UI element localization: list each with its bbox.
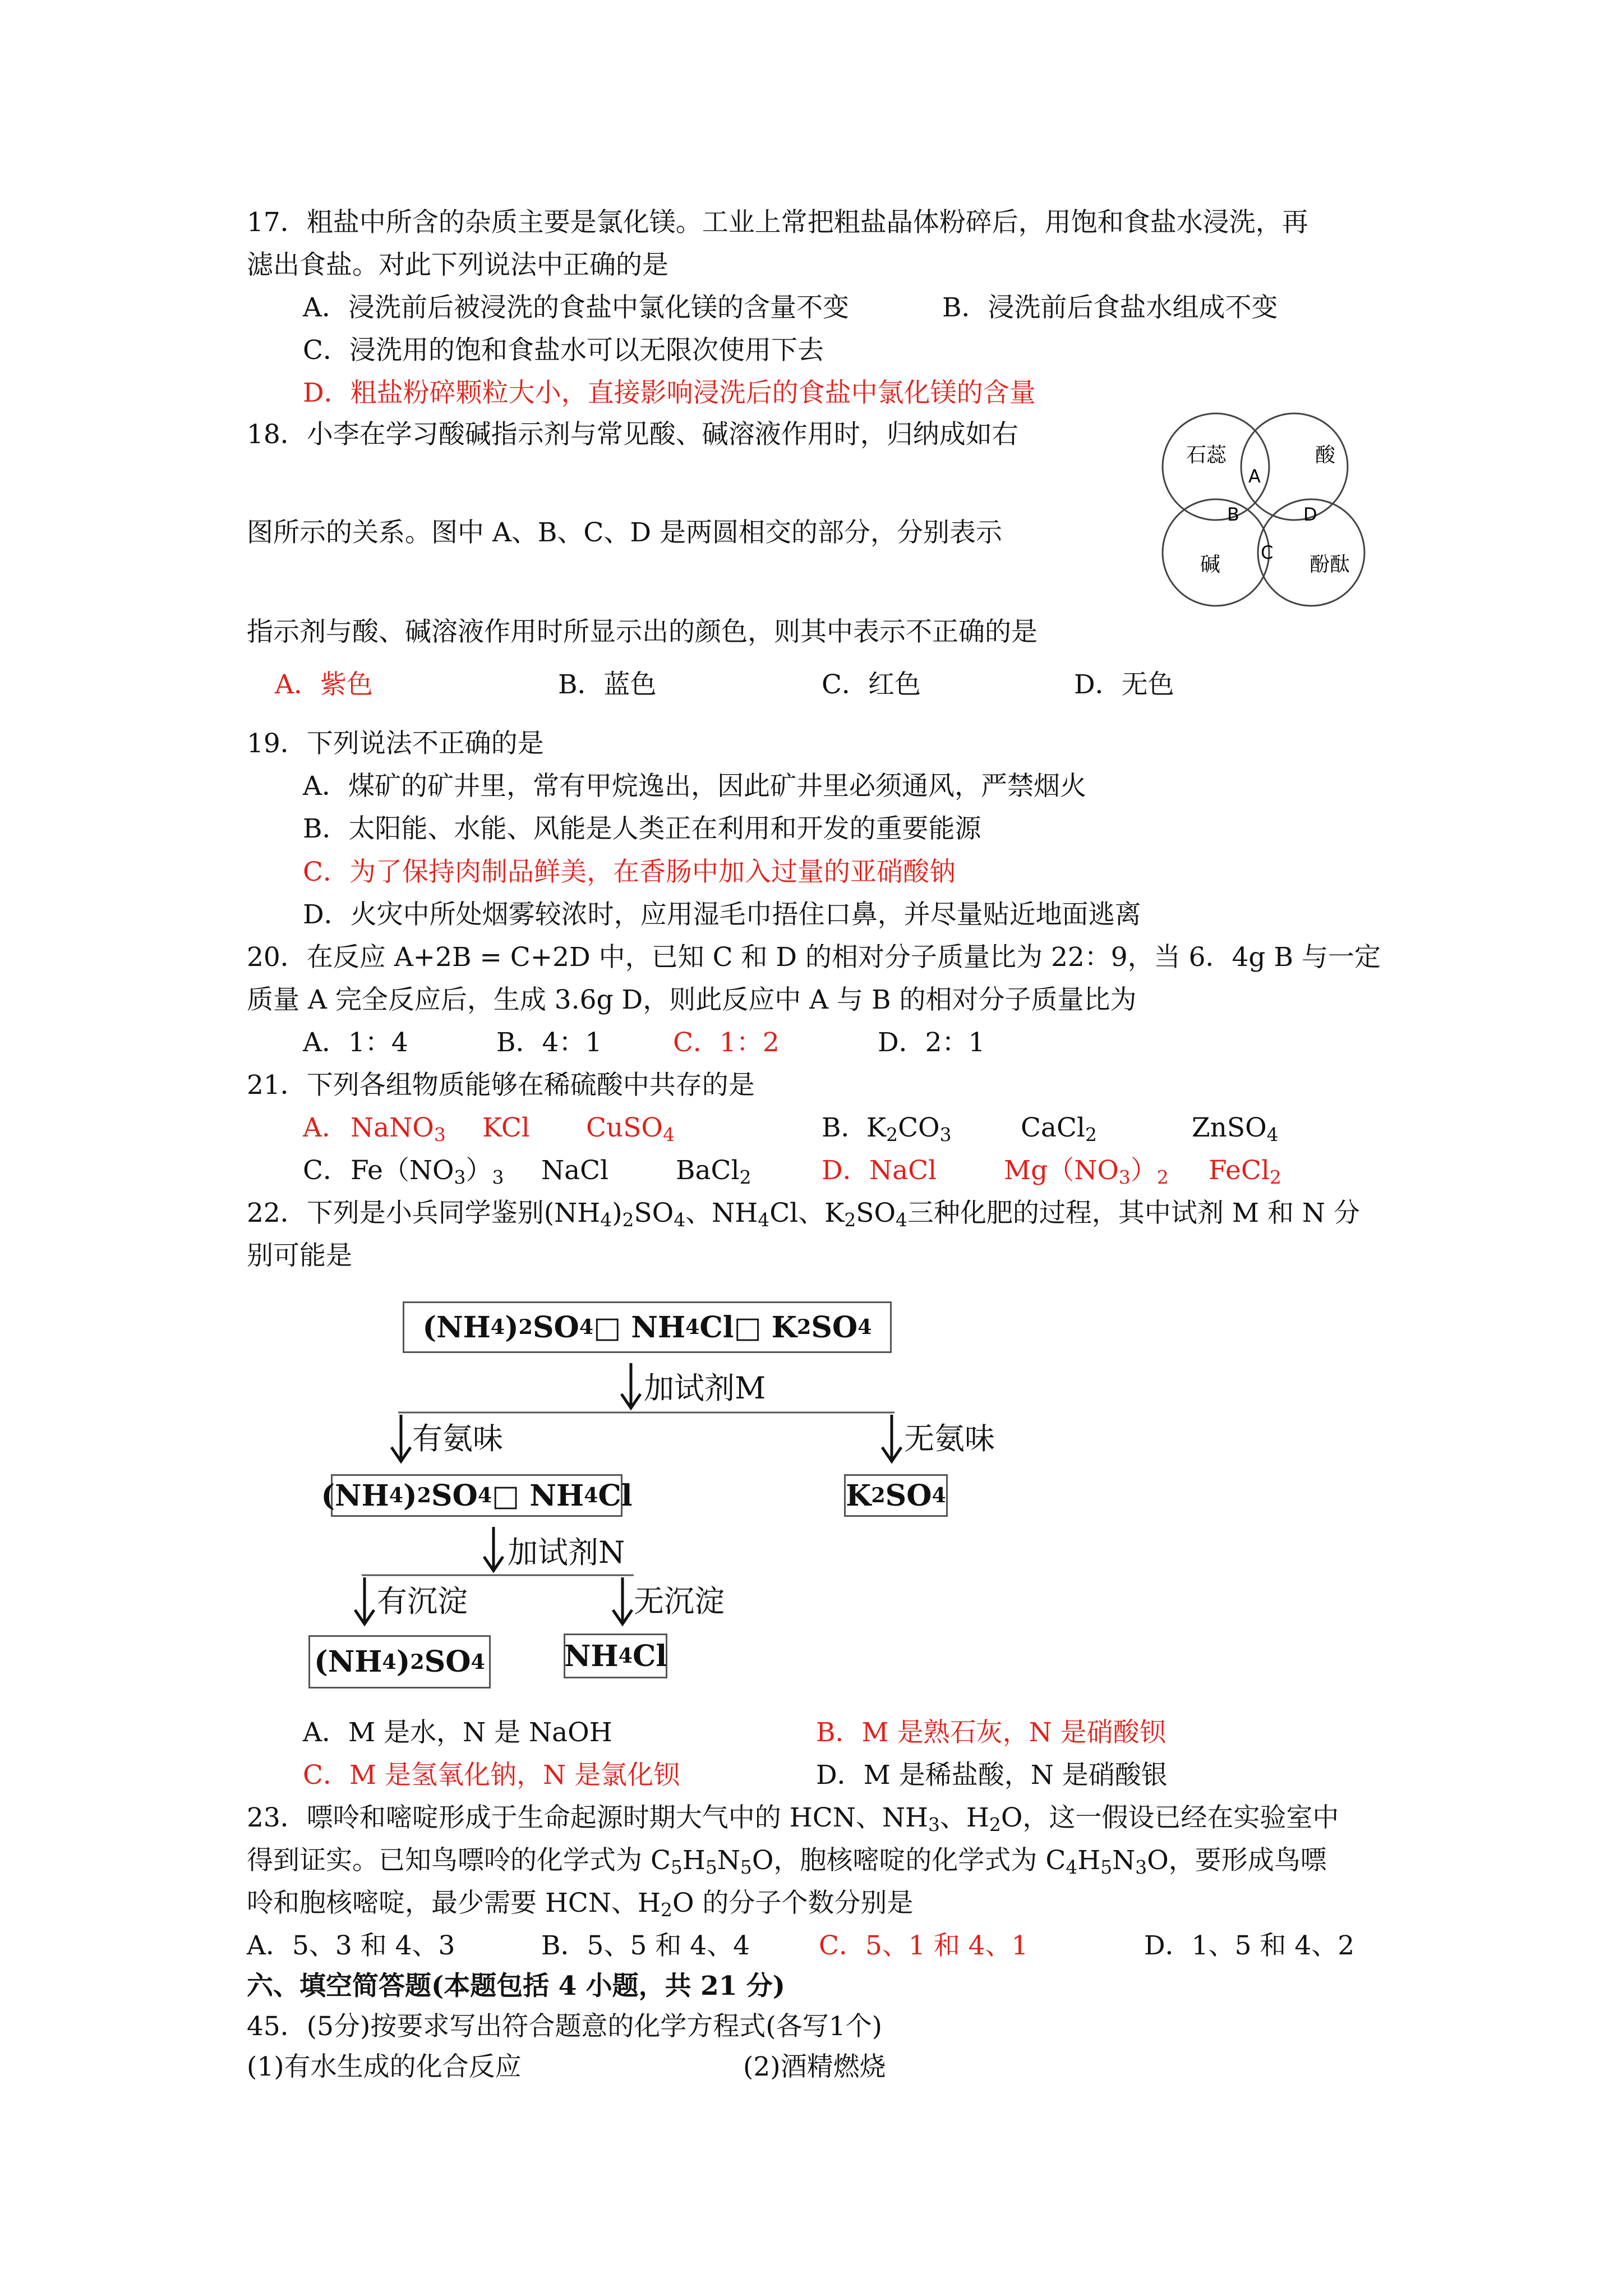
q22-option-b: B．M 是熟石灰，N 是硝酸钡: [816, 1717, 1166, 1748]
q22-stem-line1: 22．下列是小兵同学鉴别$(NH_4)_2SO_4$、$NH_4Cl$、$K_2SO_4$三种化肥的过程，其中试剂 M 和 N 分: [247, 1198, 1360, 1231]
q20-stem-line2: 质量 A 完全反应后，生成 3.6g D，则此反应中 A 与 B 的相对分子质量比为: [247, 984, 1137, 1015]
venn-region-a: A: [1248, 466, 1261, 487]
q21-option-a-nano3: NaNO$_3$: [351, 1112, 446, 1146]
q19-option-c: C．为了保持肉制品鲜美，在香肠中加入过量的亚硝酸钠: [303, 857, 956, 887]
venn-label-base: 碱: [1200, 553, 1221, 576]
q18-option-d: D．无色: [1074, 669, 1174, 700]
q21-option-c-nacl: NaCl: [541, 1155, 609, 1186]
q23-option-c: C．5、1 和 4、1: [819, 1930, 1029, 1961]
q23-stem-line1: 23．嘌呤和嘧啶形成于生命起源时期大气中的 HCN、$NH_3$、$H_2O$，这一假设已经在实验室中: [247, 1802, 1339, 1836]
q19-option-b: B．太阳能、水能、风能是人类正在利用和开发的重要能源: [303, 813, 981, 844]
flow-box-k2so4: K 2 SO 4: [844, 1474, 948, 1517]
flow-box-nh4cl: NH 4 Cl: [564, 1634, 667, 1678]
q21-option-c-feno3: $Fe(NO_3)_3$: [351, 1155, 504, 1189]
q23-stem-line3: 呤和胞核嘧啶，最少需要 HCN、$H_2O$ 的分子个数分别是: [247, 1888, 914, 1921]
q22-option-c: C．M 是氢氧化钠，N 是氯化钡: [303, 1760, 680, 1791]
venn-label-litmus: 石蕊: [1186, 444, 1227, 467]
q45-part-1: (1)有水生成的化合反应: [247, 2051, 522, 2082]
q18-stem-line1: 18．小李在学习酸碱指示剂与常见酸、碱溶液作用时，归纳成如右: [247, 419, 1018, 450]
flow-label-has-precipitate: 有沉淀: [377, 1584, 468, 1619]
q17-stem-line2: 滤出食盐。对此下列说法中正确的是: [247, 250, 668, 280]
q20-option-c: C．1：2: [673, 1027, 780, 1058]
q20-option-a: A．1：4: [303, 1027, 408, 1058]
q18-option-c: C．红色: [822, 669, 921, 700]
q21-option-b-k2co3: $K_2CO_3$: [866, 1112, 952, 1146]
q21-option-c-bacl2: BaCl$_2$: [676, 1155, 751, 1189]
q21-option-a-cuso4: CuSO$_4$: [586, 1112, 675, 1146]
q17-option-b: B．浸洗前后食盐水组成不变: [942, 292, 1278, 323]
q45-part-2: (2)酒精燃烧: [743, 2051, 886, 2082]
q18-option-a: A．紫色: [275, 669, 373, 700]
q23-option-b: B．5、5 和 4、4: [541, 1930, 750, 1961]
q21-option-d-label: D．: [822, 1155, 869, 1186]
q19-option-d: D．火灾中所处烟雾较浓时，应用湿毛巾捂住口鼻，并尽量贴近地面逃离: [303, 899, 1141, 930]
q17-option-d: D．粗盐粉碎颗粒大小，直接影响浸洗后的食盐中氯化镁的含量: [303, 378, 1036, 408]
q21-option-a-kcl: KCl: [482, 1112, 530, 1143]
q22-option-a: A．M 是水，N 是 NaOH: [303, 1717, 612, 1748]
q21-option-b-znso4: ZnSO$_4$: [1192, 1112, 1279, 1146]
flow-label-add-m: 加试剂M: [644, 1370, 766, 1406]
q19-stem: 19．下列说法不正确的是: [247, 728, 544, 759]
q21-option-b-label: B．: [822, 1112, 868, 1143]
q21-option-d-mgno3: $Mg(NO_3)_2$: [1004, 1155, 1169, 1189]
q21-option-d-nacl: NaCl: [869, 1155, 937, 1186]
flow-box-ammonium-salts: (NH 4 ) 2 SO 4 □ NH 4 Cl: [331, 1474, 623, 1517]
venn-region-d: D: [1303, 504, 1317, 525]
q18-stem-line2: 图所示的关系。图中 A、B、C、D 是两圆相交的部分，分别表示: [247, 517, 1003, 548]
venn-label-phenol: 酚酞: [1310, 553, 1350, 576]
q17-option-a: A．浸洗前后被浸洗的食盐中氯化镁的含量不变: [303, 292, 849, 323]
q20-option-d: D．2：1: [878, 1027, 985, 1058]
q17-stem-line1: 17．粗盐中所含的杂质主要是氯化镁。工业上常把粗盐晶体粉碎后，用饱和食盐水浸洗，再: [247, 207, 1308, 238]
q21-option-a-label: A．: [303, 1112, 348, 1143]
q21-option-c-label: C．: [303, 1155, 349, 1186]
q21-option-d-fecl2: FeCl$_2$: [1209, 1155, 1281, 1189]
venn-region-b: B: [1227, 504, 1239, 525]
q23-stem-line2: 得到证实。已知鸟嘌呤的化学式为 $C_5H_5N_5O$，胞核嘧啶的化学式为 $C_4H_5N_3O$，要形成鸟嘌: [247, 1845, 1327, 1879]
q21-stem: 21．下列各组物质能够在稀硫酸中共存的是: [247, 1070, 755, 1101]
flow-label-add-n: 加试剂N: [508, 1535, 625, 1570]
q17-option-c: C．浸洗用的饱和食盐水可以无限次使用下去: [303, 335, 824, 366]
q23-option-a: A．5、3 和 4、3: [247, 1930, 455, 1961]
q45-stem: 45．(5分)按要求写出符合题意的化学方程式(各写1个): [247, 2011, 882, 2042]
q19-option-a: A．煤矿的矿井里，常有甲烷逸出，因此矿井里必须通风，严禁烟火: [303, 771, 1086, 802]
q23-option-d: D．1、5 和 4、2: [1144, 1930, 1355, 1961]
q20-option-b: B．4：1: [496, 1027, 602, 1058]
q22-stem-line2: 别可能是: [247, 1240, 352, 1271]
venn-label-acid: 酸: [1315, 444, 1336, 467]
q18-stem-line3: 指示剂与酸、碱溶液作用时所显示出的颜色，则其中表示不正确的是: [247, 616, 1038, 647]
flow-label-no-ammonia: 无氨味: [904, 1421, 995, 1456]
flow-label-has-ammonia: 有氨味: [412, 1421, 503, 1456]
venn-region-c: C: [1261, 542, 1274, 563]
flow-box-nh42so4: (NH 4 ) 2 SO 4: [308, 1635, 491, 1688]
flow-box-all-fertilizers: (NH 4 ) 2 SO 4 □ NH 4 Cl□ K 2 SO 4: [403, 1301, 892, 1353]
q18-option-b: B．蓝色: [558, 669, 657, 700]
section-6-title: 六、填空简答题(本题包括 4 小题，共 21 分): [247, 1971, 786, 2001]
q21-option-b-cacl2: CaCl$_2$: [1021, 1112, 1097, 1146]
q22-option-d: D．M 是稀盐酸，N 是硝酸银: [816, 1760, 1168, 1791]
q20-stem-line1: 20．在反应 A+2B = C+2D 中，已知 C 和 D 的相对分子质量比为 22：9，当 6．4g B 与一定: [247, 942, 1381, 973]
flow-label-no-precipitate: 无沉淀: [634, 1584, 725, 1619]
